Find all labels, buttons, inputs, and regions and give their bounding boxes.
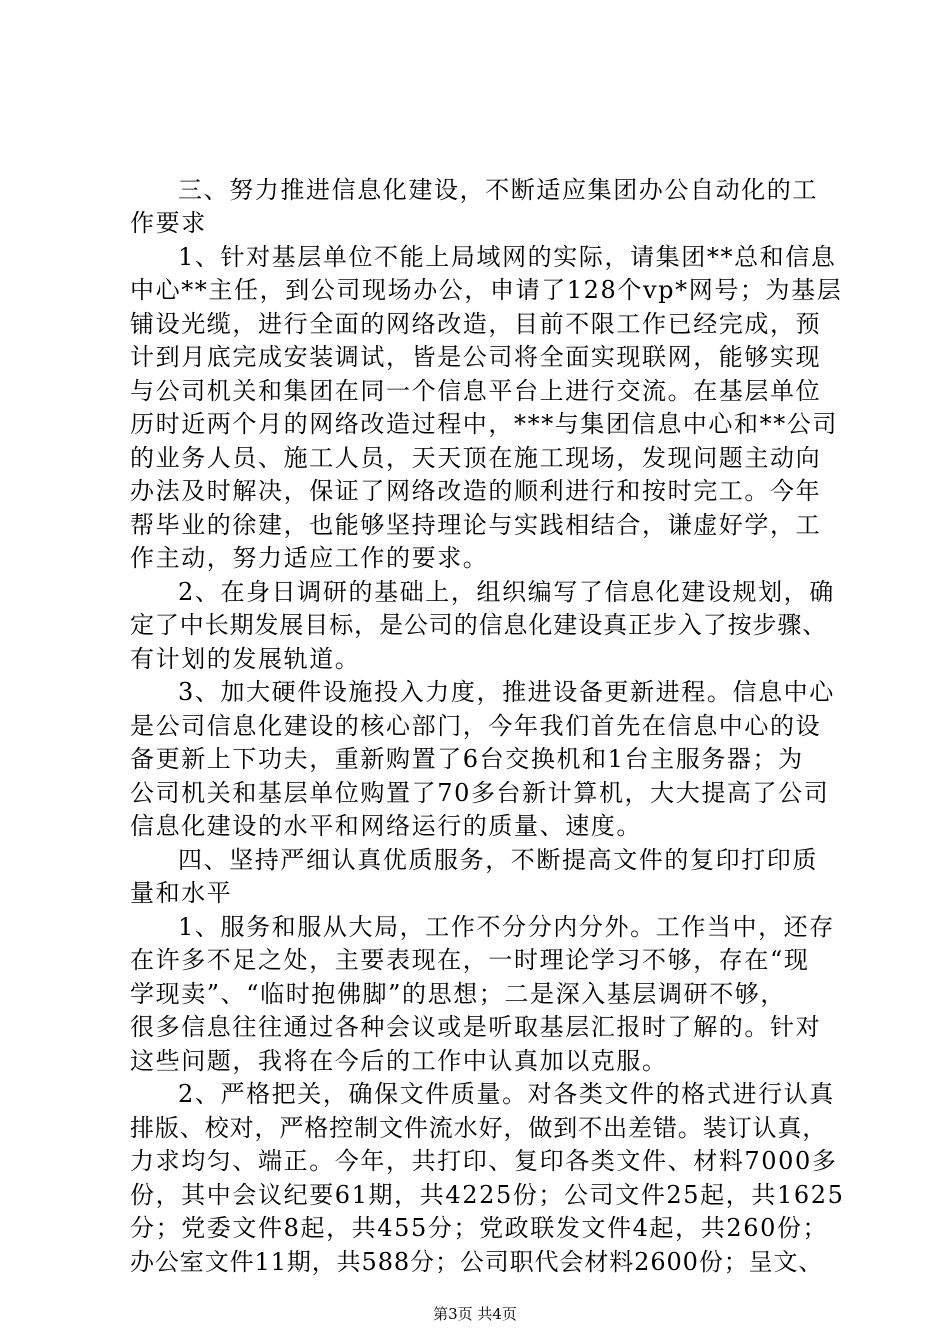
paragraph-line: 信息化建设的水平和网络运行的质量、速度。: [130, 812, 642, 840]
paragraph-line: 很多信息往往通过各种会议或是听取基层汇报时了解的。针对: [130, 1013, 822, 1041]
paragraph-line: 1、针对基层单位不能上局域网的实际，请集团**总和信息: [178, 243, 837, 271]
paragraph-line: 定了中长期发展目标，是公司的信息化建设真正步入了按步骤、: [130, 611, 828, 639]
paragraph-line: 帮毕业的徐建，也能够坚持理论与实践相结合，谦虚好学，工: [130, 511, 822, 539]
heading-section-3: 三、努力推进信息化建设，不断适应集团办公自动化的工: [178, 176, 818, 204]
paragraph-line: 3、加大硬件设施投入力度，推进设备更新进程。信息中心: [178, 678, 835, 706]
paragraph-line: 作主动，努力适应工作的要求。: [130, 544, 489, 572]
page-number-footer: 第3页 共4页: [433, 1305, 517, 1323]
paragraph-line: 分；党委文件8起，共455分；党政联发文件4起，共260份；: [130, 1214, 829, 1242]
paragraph-line: 铺设光缆，进行全面的网络改造，目前不限工作已经完成，预: [130, 310, 822, 338]
paragraph-line: 的业务人员、施工人员，天天顶在施工现场，发现问题主动向: [130, 444, 822, 472]
paragraph-line: 中心**主任，到公司现场办公，申请了128个vp*网号；为基层: [130, 276, 843, 304]
paragraph-line: 有计划的发展轨道。: [130, 645, 361, 673]
paragraph-line: 办公室文件11期，共588分；公司职代会材料2600份；呈文、: [130, 1248, 824, 1276]
paragraph-line: 在许多不足之处，主要表现在，一时理论学习不够，存在“现: [130, 946, 810, 974]
paragraph-line: 份，其中会议纪要61期，共4225份；公司文件25起，共1625: [130, 1181, 845, 1209]
paragraph-line: 是公司信息化建设的核心部门，今年我们首先在信息中心的设: [130, 712, 822, 740]
paragraph-line: 这些问题，我将在今后的工作中认真加以克服。: [130, 1047, 668, 1075]
paragraph-line: 与公司机关和集团在同一个信息平台上进行交流。在基层单位: [130, 377, 822, 405]
paragraph-line: 排版、校对，严格控制文件流水好，做到不出差错。装订认真，: [130, 1114, 828, 1142]
paragraph-line: 学现卖”、“临时抱佛脚”的思想；二是深入基层调研不够，: [130, 980, 787, 1008]
paragraph-line: 历时近两个月的网络改造过程中，***与集团信息中心和**公司: [130, 410, 838, 438]
paragraph-line: 2、严格把关，确保文件质量。对各类文件的格式进行认真: [178, 1080, 835, 1108]
heading-section-4: 四、坚持严细认真优质服务，不断提高文件的复印打印质: [178, 846, 818, 874]
paragraph-line: 2、在身日调研的基础上，组织编写了信息化建设规划，确: [178, 578, 835, 606]
paragraph-line: 计到月底完成安装调试，皆是公司将全面实现联网，能够实现: [130, 343, 822, 371]
heading-section-3-continued: 作要求: [130, 209, 207, 237]
paragraph-line: 办法及时解决，保证了网络改造的顺利进行和按时完工。今年: [130, 477, 822, 505]
heading-section-4-continued: 量和水平: [130, 879, 233, 907]
paragraph-line: 备更新上下功夫，重新购置了6台交换机和1台主服务器；为: [130, 745, 804, 773]
paragraph-line: 1、服务和服从大局，工作不分分内分外。工作当中，还存: [178, 913, 835, 941]
paragraph-line: 公司机关和基层单位购置了70多台新计算机，大大提高了公司: [130, 779, 830, 807]
paragraph-line: 力求均匀、端正。今年，共打印、复印各类文件、材料7000多: [130, 1147, 838, 1175]
